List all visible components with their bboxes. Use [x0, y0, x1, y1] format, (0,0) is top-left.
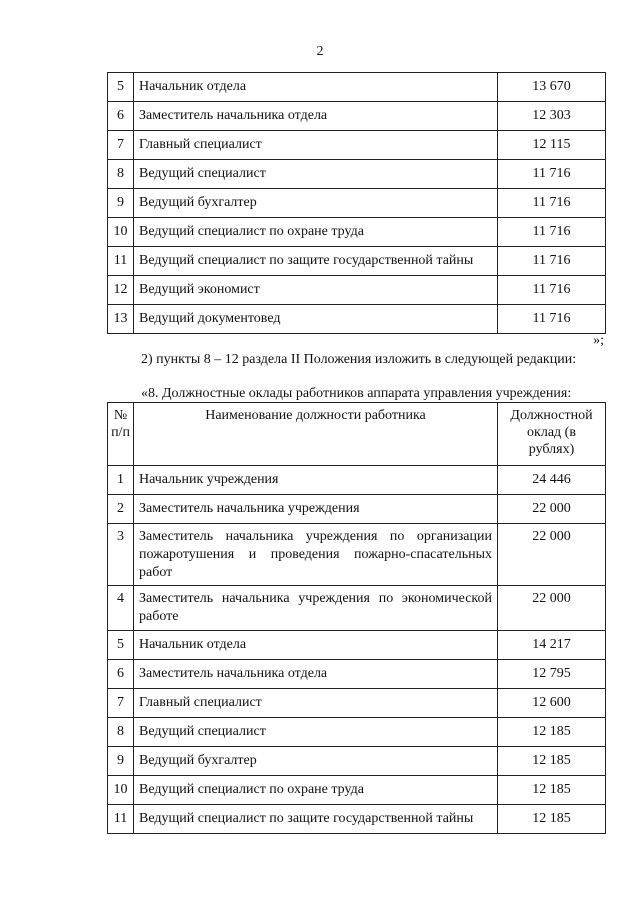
row-number: 4 [108, 586, 134, 631]
salary-value: 22 000 [498, 586, 606, 631]
table-row [108, 218, 606, 247]
row-number: 13 [108, 305, 134, 334]
row-number: 1 [108, 466, 134, 495]
table-row [108, 495, 606, 524]
row-number: 5 [108, 73, 134, 102]
row-number: 9 [108, 747, 134, 776]
row-number: 8 [108, 160, 134, 189]
amendment-paragraph: 2) пункты 8 – 12 раздела II Положения изложить в следующей редакции: [141, 352, 577, 367]
position-name: Ведущий специалист по защите государственной тайны [134, 247, 498, 276]
position-name: Главный специалист [134, 689, 498, 718]
table-row [108, 247, 606, 276]
row-number: 6 [108, 102, 134, 131]
table-row [108, 102, 606, 131]
row-number: 3 [108, 524, 134, 586]
table-row [108, 747, 606, 776]
position-name: Заместитель начальника учреждения по экономической работе [134, 586, 498, 631]
salary-value: 11 716 [498, 189, 606, 218]
salary-table [107, 402, 606, 834]
row-number: 12 [108, 276, 134, 305]
row-number: 7 [108, 689, 134, 718]
position-name: Заместитель начальника учреждения по организации пожаротушения и проведения пожарно-спасательных работ [134, 524, 498, 586]
position-name: Главный специалист [134, 131, 498, 160]
salary-value: 11 716 [498, 160, 606, 189]
salary-value: 11 716 [498, 276, 606, 305]
salary-value: 12 185 [498, 776, 606, 805]
row-number: 10 [108, 218, 134, 247]
header-salary: Должностной оклад (в рублях) [498, 403, 606, 466]
salary-value: 22 000 [498, 495, 606, 524]
table-row [108, 718, 606, 747]
table-row [108, 189, 606, 218]
salary-value: 12 303 [498, 102, 606, 131]
position-name: Ведущий документовед [134, 305, 498, 334]
table-row [108, 160, 606, 189]
salary-value: 12 795 [498, 660, 606, 689]
table-row [108, 805, 606, 834]
position-name: Ведущий специалист по защите государственной тайны [134, 805, 498, 834]
position-name: Ведущий специалист по охране труда [134, 218, 498, 247]
table-row [108, 631, 606, 660]
table-row [108, 524, 606, 586]
row-number: 6 [108, 660, 134, 689]
salary-table-continued [107, 72, 606, 334]
position-name: Начальник отдела [134, 73, 498, 102]
salary-value: 12 185 [498, 718, 606, 747]
position-name: Заместитель начальника отдела [134, 660, 498, 689]
closing-quote: »; [593, 333, 604, 348]
section-heading: «8. Должностные оклады работников аппарата управления учреждения: [141, 386, 572, 401]
salary-value: 12 185 [498, 747, 606, 776]
salary-value: 11 716 [498, 305, 606, 334]
row-number: 9 [108, 189, 134, 218]
table-row [108, 466, 606, 495]
table-row [108, 305, 606, 334]
salary-value: 12 600 [498, 689, 606, 718]
position-name: Ведущий специалист [134, 160, 498, 189]
table-row [108, 73, 606, 102]
position-name: Ведущий специалист [134, 718, 498, 747]
table-row [108, 276, 606, 305]
position-name: Ведущий специалист по охране труда [134, 776, 498, 805]
header-position: Наименование должности работника [134, 403, 498, 466]
header-number: № п/п [108, 403, 134, 466]
salary-value: 14 217 [498, 631, 606, 660]
row-number: 11 [108, 805, 134, 834]
table-row [108, 131, 606, 160]
position-name: Начальник отдела [134, 631, 498, 660]
row-number: 7 [108, 131, 134, 160]
row-number: 11 [108, 247, 134, 276]
row-number: 5 [108, 631, 134, 660]
row-number: 10 [108, 776, 134, 805]
salary-value: 11 716 [498, 218, 606, 247]
position-name: Начальник учреждения [134, 466, 498, 495]
position-name: Заместитель начальника отдела [134, 102, 498, 131]
salary-value: 11 716 [498, 247, 606, 276]
table-header-row [108, 403, 606, 466]
row-number: 2 [108, 495, 134, 524]
salary-value: 24 446 [498, 466, 606, 495]
table-row [108, 689, 606, 718]
position-name: Ведущий экономист [134, 276, 498, 305]
table-row [108, 776, 606, 805]
position-name: Заместитель начальника учреждения [134, 495, 498, 524]
table-row [108, 586, 606, 631]
salary-value: 12 115 [498, 131, 606, 160]
salary-value: 22 000 [498, 524, 606, 586]
salary-value: 12 185 [498, 805, 606, 834]
row-number: 8 [108, 718, 134, 747]
position-name: Ведущий бухгалтер [134, 189, 498, 218]
table-row [108, 660, 606, 689]
page-number: 2 [316, 44, 324, 59]
position-name: Ведущий бухгалтер [134, 747, 498, 776]
salary-value: 13 670 [498, 73, 606, 102]
